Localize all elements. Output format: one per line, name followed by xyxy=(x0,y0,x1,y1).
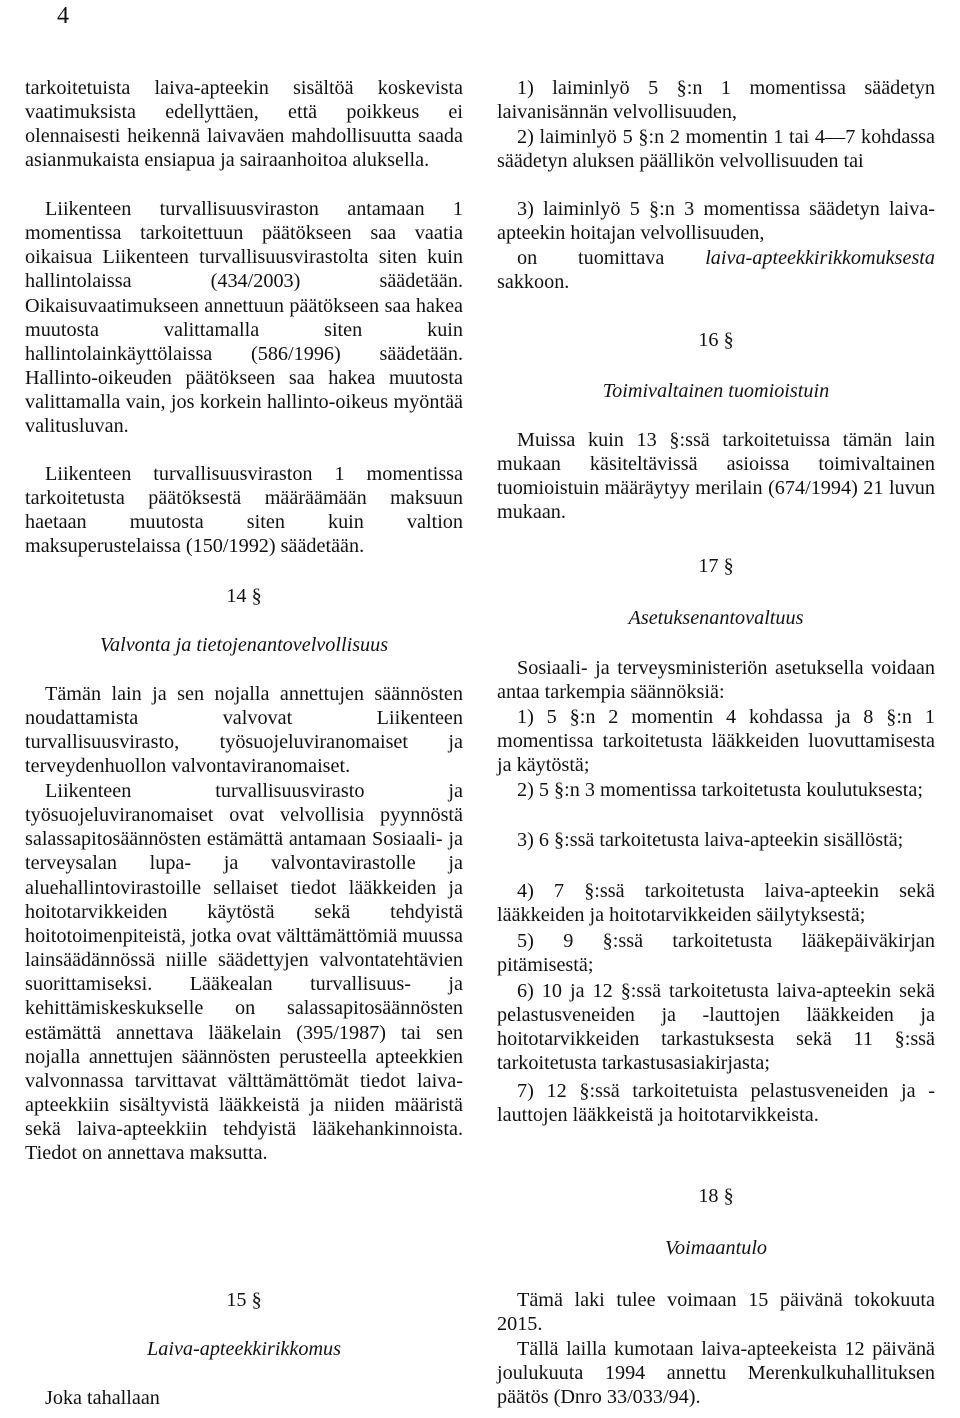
section-heading xyxy=(497,1236,935,1260)
section-heading xyxy=(25,1337,463,1361)
paragraph-continuation xyxy=(25,76,463,173)
sentence-part: sakkoon. xyxy=(497,271,570,294)
paragraph-block xyxy=(497,428,935,525)
section-15-number: 15 § xyxy=(226,1289,262,1311)
list-item-text: 1) laiminlyö 5 §:n 1 momentissa säädetyn laivanisännän velvollisuuden, xyxy=(497,77,935,124)
paragraph: Liikenteen turvallisuusvirasto ja työsuojeluviranomaiset ovat velvollisia pyynnöstä salassapitosäännösten estämättä antamaan Sosiaali- ja terveysalan lupa- ja valvontavirastolle ja aluehallintovirastoille sellaiset tiedot lääkkeiden ja hoitotarvikkeiden käytöstä sekä tehdyistä hoitotoimenpiteistä, jotka ovat välttämättömiä muussa lainsäädännössä niille säädettyjen valvontatehtävien suorittamiseksi. Lääkealan turvallisuus- ja kehittämiskeskukselle on salassapitosäännösten estämättä annettava lääkelain (395/1987) tai sen nojalla annettujen säännösten perusteella apteekkien valvonnassa tarvittavat välttämättömät tiedot laiva-apteekkiin sisältyvistä lääkkeistä ja niiden määristä sekä laiva-apteekkiin tehdyistä lääkehankinnoista. Tiedot on annettava maksutta. xyxy=(25,780,463,1165)
list-item xyxy=(497,778,935,802)
sentence-part: on tuomittava xyxy=(517,247,665,269)
list-item-text: 1) 5 §:n 2 momentin 4 kohdassa ja 8 §:n 1 momentissa tarkoitetusta lääkkeiden luovuttamisesta ja käytöstä; xyxy=(497,706,935,777)
list-item xyxy=(497,1079,935,1127)
paragraph: Tällä lailla kumotaan laiva-apteekeista 12 päivänä joulukuuta 1994 annettu Merenkulkuhallituksen päätös (Dnro 33/033/94). xyxy=(497,1338,935,1409)
list-item xyxy=(497,979,935,1076)
section-14-number: 14 § xyxy=(226,585,262,607)
section-number xyxy=(25,1288,463,1312)
sentence-with-emphasis xyxy=(497,246,935,294)
list-item-text: 2) laiminlyö 5 §:n 2 momentin 1 tai 4—7 kohdassa säädetyn aluksen päällikön velvollisuuden tai xyxy=(497,126,935,173)
list-item-text: 4) 7 §:ssä tarkoitetusta laiva-apteekin sekä lääkkeiden ja hoitotarvikkeiden säilytyksestä; xyxy=(497,880,935,927)
paragraph-block xyxy=(497,1337,935,1409)
paragraph-block xyxy=(497,1288,935,1336)
offense-term: laiva-apteekkirikkomuksesta xyxy=(705,247,936,269)
paragraph: Liikenteen turvallisuusviraston antamaan 1 momentissa tarkoitettuun päätökseen saa vaatia oikaisua Liikenteen turvallisuusvirastolta siten kuin hallintolaissa (434/2003) säädetään. Oikaisuvaatimukseen annettuun päätökseen saa hakea muutosta valittamalla siten kuin hallintolainkäyttölaissa (586/1996) säädetään. Hallinto-oikeuden päätökseen saa hakea muutosta valittamalla vain, jos korkein hallinto-oikeus myöntää valitusluvan. xyxy=(25,198,463,438)
list-item-text: 3) 6 §:ssä tarkoitetusta laiva-apteekin sisällöstä; xyxy=(517,829,904,851)
section-17-number: 17 § xyxy=(698,555,734,577)
paragraph-block xyxy=(25,682,463,779)
list-item xyxy=(497,197,935,245)
paragraph-block xyxy=(25,1386,463,1410)
paragraph-block xyxy=(497,246,935,294)
section-16-title: Toimivaltainen tuomioistuin xyxy=(602,380,830,402)
list-item xyxy=(497,705,935,777)
section-16-number: 16 § xyxy=(698,329,734,351)
section-14-title: Valvonta ja tietojenantovelvollisuus xyxy=(99,634,389,656)
list-item xyxy=(497,828,935,852)
page-number: 4 xyxy=(57,3,69,29)
list-item xyxy=(497,125,935,173)
section-18-title: Voimaantulo xyxy=(664,1237,768,1259)
section-number xyxy=(25,584,463,608)
paragraph: Tämän lain ja sen nojalla annettujen säännösten noudattamista valvovat Liikenteen turvallisuusvirasto, työsuojeluviranomaiset ja terveydenhuollon valvontaviranomaiset. xyxy=(25,683,463,778)
list-item-text: 3) laiminlyö 5 §:n 3 momentissa säädetyn laiva-apteekin hoitajan velvollisuuden, xyxy=(497,198,935,245)
list-item-text: 6) 10 ja 12 §:ssä tarkoitetusta laiva-apteekin sekä pelastusveneiden ja -lauttojen lääkkeiden ja hoitotarvikkeiden tarkastuksesta sekä 11 §:ssä tarkoitetusta tarkastusasiakirjasta; xyxy=(497,980,935,1075)
paragraph: Joka tahallaan xyxy=(45,1387,160,1409)
section-number xyxy=(497,1184,935,1208)
section-heading xyxy=(25,633,463,657)
section-heading xyxy=(497,606,935,630)
list-item xyxy=(497,929,935,977)
section-18-number: 18 § xyxy=(698,1185,734,1207)
paragraph: tarkoitetuista laiva-apteekin sisältöä koskevista vaatimuksista edellyttäen, että poikkeus ei olennaisesti heikennä laivaväen mahdollisuutta saada asianmukaista ensiapua ja sairaanhoitoa aluksella. xyxy=(25,77,463,172)
list-item-text: 2) 5 §:n 3 momentissa tarkoitetusta koulutuksesta; xyxy=(517,779,923,801)
section-number xyxy=(497,328,935,352)
paragraph-block xyxy=(25,462,463,559)
section-15-title: Laiva-apteekkirikkomus xyxy=(147,1338,341,1360)
section-heading xyxy=(497,379,935,403)
paragraph: Liikenteen turvallisuusviraston 1 momentissa tarkoitetusta päätöksestä määräämään maksuun haetaan muutosta siten kuin valtion maksuperustelaissa (150/1992) säädetään. xyxy=(25,463,463,558)
paragraph-block xyxy=(497,656,935,704)
list-item-text: 5) 9 §:ssä tarkoitetusta lääkepäiväkirjan pitämisestä; xyxy=(497,930,935,977)
paragraph: Muissa kuin 13 §:ssä tarkoitetuissa tämän lain mukaan käsiteltävissä asioissa toimivaltainen tuomioistuin määräytyy merilain (674/1994) 21 luvun mukaan. xyxy=(497,429,935,524)
list-item xyxy=(497,879,935,927)
paragraph-block xyxy=(25,197,463,439)
paragraph: Sosiaali- ja terveysministeriön asetuksella voidaan antaa tarkempia säännöksiä: xyxy=(497,657,935,704)
section-17-title: Asetuksenantovaltuus xyxy=(628,607,804,629)
paragraph: Tämä laki tulee voimaan 15 päivänä tokokuuta 2015. xyxy=(497,1289,935,1336)
list-item-text: 7) 12 §:ssä tarkoitetuista pelastusveneiden ja -lauttojen lääkkeistä ja hoitotarvikkeista. xyxy=(497,1080,935,1127)
section-number xyxy=(497,554,935,578)
list-item xyxy=(497,76,935,124)
paragraph-block xyxy=(25,779,463,1166)
